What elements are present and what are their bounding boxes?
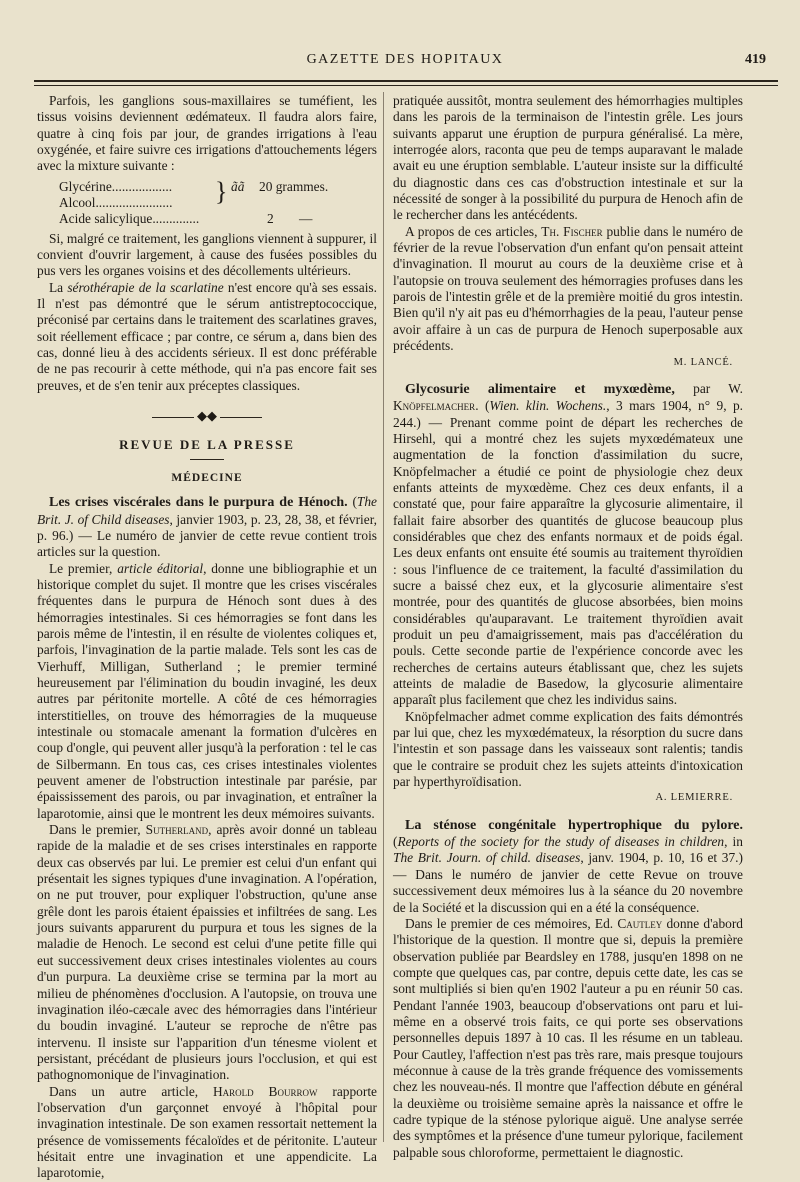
ornament-line-right <box>220 417 262 418</box>
text-run: rapporte l'observation d'un garçonnet envoyé à l'hôpital pour invagination intestinale. De son examen ressortait nettement la présence de vomissements fécaloïdes et de péritonite. L'auteur hésitait entre une invagination et une appendicite. La laparotomie, <box>37 1083 377 1181</box>
article-henoch <box>37 494 377 560</box>
text-run: , donne une bibliographie et un historique complet du sujet. Il montre que les crises viscérales fréquentes dans le purpura de Hénoch sont dues à des hémorragies intestinales. Si ces hémorragies se font dans les parois même de l'intestin, il en résulte de violentes coliques et, parfois, l'invagination de la partie malade. Tels sont les cas de Vierhuff, Milligan, Sutherland ; le premier terminé heureusement par l'élimination du boudin invaginé, les deux autres par péritonite mortelle. A côté de ces hémorragies interstitielles, on trouve des hémorragies de la muqueuse intestinale ou stomacale amenant la formation d'ulcères en coup d'ongle, qui peuvent aller jusqu'à la perforation : tel le cas de Silbermann. En tous cas, ces crises intestinales violentes peuvent amener de l'obstruction intestinale par parésie, par épaississement des parois, ou par invagination, et entraîner la laparotomie, ainsi que le montrent les deux mémoires suivants. <box>37 560 377 821</box>
article-title: Les crises viscérales dans le purpura de Hénoch. <box>49 495 348 511</box>
text-run: publie dans le numéro de février de la revue l'observation d'un enfant qu'on pensait atteint d'invagination. Il mourut au cours de la deuxième crise et à l'autopsie on trouva seulement des hémorragies profuses dans les parois de l'intestin grêle et de la première moitié du gros intestin. Bien qu'il n'y ait pas eu d'hémorrhagies de la peau, l'auteur pense avoir affaire à un cas de purpura de Henoch superposable aux précédents. <box>393 223 743 354</box>
spacer <box>393 807 743 817</box>
author-name: Harold Bourrow <box>213 1083 318 1099</box>
italic-run: sérothérapie de la scarlatine <box>67 279 224 295</box>
journal-reference: The Brit. J. of Child diseases <box>37 494 377 527</box>
text-run: A propos de ces articles, <box>405 223 542 239</box>
left-column <box>37 93 377 1182</box>
paragraph-cautley <box>393 916 743 1161</box>
journal-reference: Reports of the society for the study of diseases in children <box>397 834 725 850</box>
page-header <box>30 52 780 76</box>
paragraph-sutherland <box>37 822 377 1084</box>
article-stenose <box>393 817 743 916</box>
header-rule-thick <box>34 80 778 82</box>
section-title: REVUE DE LA PRESSE <box>119 436 295 452</box>
spacer <box>393 371 743 381</box>
text-run: , in <box>724 834 743 850</box>
ornament-diamonds: ◆◆ <box>197 408 217 424</box>
ornament-line-left <box>152 417 194 418</box>
paragraph-fischer <box>393 224 743 355</box>
paragraph-knopfelmacher: Knöpfelmacher admet comme explication des faits démontrés par lui que, chez les myxœdémateux, la résorption du sucre dans l'intestin et son passage dans les vaisseaux sont ralentis; tandis que le contraire se produit chez les sujets atteints d'intoxication par hyperthyroïdisation. <box>393 708 743 790</box>
column-divider <box>383 92 384 1142</box>
article-title: La sténose congénitale hypertrophique du pylore. <box>405 817 743 833</box>
header-rule-thin <box>34 85 778 86</box>
formula-line-acide: Acide salicylique.............. <box>59 210 200 226</box>
paragraph-premier <box>37 561 377 823</box>
formula-aa: ãã <box>231 178 245 194</box>
author-name: Cautley <box>617 915 663 931</box>
text-run: ( <box>393 834 398 850</box>
journal-reference: The Brit. Journ. of child. diseases <box>393 850 581 866</box>
paragraph-suppuration: Si, malgré ce traitement, les ganglions viennent à suppurer, il convient d'ouvrir largement, à cause des fusées possibles du pus vers les organes voisins et des décollements ultérieurs. <box>37 230 377 279</box>
text-run: Le premier, <box>49 560 118 576</box>
italic-run: article éditorial <box>117 560 204 576</box>
section-ornament <box>37 408 377 424</box>
text-run: , 3 mars 1904, n° 9, p. 244.) — Prenant comme point de départ les recherches de Hirsehl, qui a montré chez les sujets myxœdémateux une augmentation de la fonction d'assimilation du sucre, Knöpfelmacher a étudié ce point de physiologie chez deux enfants atteints de myxœdème. Chez ces deux enfants, il a constaté que, pour faire apparaître la glycosurie alimentaire, il fallait faire absorber des quantités de glucose beaucoup plus considérables que chez des enfants normaux et de poids égal. Les deux enfants ont ensuite été soumis au traitement thyroïdien : sous l'influence de ce traitement, la faculté d'assimilation du sucre a baissé chez eux, et la glycosurie alimentaire s'est montrée, pour des quantités de glucose absorbées, bien moins considérables qu'auparavant. Le traitement thyroïdien avait produit un peu d'amaigrissement, mais pas d'accélération du pouls. Cette seconde partie de l'expérience concorde avec les recherches de certains auteurs établissant que, chez les sujets atteints de maladie de Basedow, la glycosurie alimentaire apparaît plus facilement que chez les individus sains. <box>393 398 744 708</box>
text-run: donne d'abord l'historique de la question. Il montre que si, depuis la première observation publiée par Beardsley en 1788, jusqu'en 1898 on ne compte que quelques cas, par contre, depuis cette date, les cas se sont multipliés si bien qu'en 1902 l'auteur a pu en réunir 50 cas. Pendant l'année 1903, beaucoup d'observations ont paru et lui-même en a observé trois faits, ce qui porte ses observations personnelles depuis 1897 à 10 cas. Il les résume en un tableau. Pour Cautley, l'affection n'est pas très rare, mais presque toujours méconnue à cause de la très grande fréquence des vomissements chez les nouveau-nés. Il montre que l'affection débute en général la deuxième ou troisième semaine après la naissance et offre le cadre typique de la sténose pylorique aiguë. Une analyse serrée des symptômes et la présence d'une tumeur pylorique, facilement palpable sous chloroforme, permettaient le diagnostic. <box>393 915 743 1160</box>
formula-quantity-1: 20 grammes. <box>259 178 329 194</box>
text-run: Dans le premier de ces mémoires, Ed. <box>405 915 618 931</box>
right-column <box>393 93 743 1161</box>
journal-title: GAZETTE DES HOPITAUX <box>306 52 504 67</box>
paragraph-bourrow <box>37 1084 377 1182</box>
text-run: , après avoir donné un tableau rapide de la maladie et de ses crises interstinales en rapporte deux cas observés par lui. Le premier est celui d'un enfant qui présentait les signes typiques d'une invagination. A l'opération, on ne put trouver, pour expliquer l'obstruction, qu'une anse grêle dont les parois étaient épaissies et infiltrées de sang. Les jours suivants apparurent du purpura et tous les signes de la maladie de Henoch. Le second est celui d'une petite fille qui eut successivement deux crises intestinales violentes au cours d'un purpura. La deuxième crise se termina par la mort au milieu de phénomènes d'occlusion. A l'autopsie, on trouva une invagination iléo-cæcale avec des hémorragies dans l'intérieur du boudin invaginé. L'auteur se reproche de n'être pas intervenu. Il insiste sur l'apparition d'un ténesme violent et persistant, précédant de plusieurs jours l'occlusion, et qui est pathognomonique de l'invagination. <box>37 822 377 1083</box>
formula-quantity-3: 2 <box>267 210 274 226</box>
paragraph-serotherapie <box>37 280 377 394</box>
text-run: La <box>49 279 68 295</box>
author-name: Sutherland <box>145 822 209 838</box>
signature-lance: M. LANCÉ. <box>673 356 733 368</box>
paragraph-continuation: pratiquée aussitôt, montra seulement des hémorrhagies multiples dans les parois de la terminaison de l'intestin grêle. Les jours suivants apparut une éruption de purpura généralisé. La mère, interrogée alors, raconta que peu de temps auparavant le malade avait eu une éruption semblable. L'auteur insiste sur la difficulté du diagnostic dans ces cas d'obstruction intestinale et sur la nécessité de songer à la possibilité du purpura de Henoch afin de le rechercher dans les antécédents. <box>393 93 743 223</box>
text-run: Dans un autre article, <box>49 1083 213 1099</box>
text-run: n'est encore qu'à ses essais. Il n'est pas démontré que le sérum antistreptococcique, préconisé par certains dans le traitement des scarlatines graves, soit réellement efficace ; par contre, ce sérum a, dans bien des cas, donné lieu à des accidents sérieux. Il est donc préférable de ne pas recourir à cette méthode, qui n'a pas encore fait ses preuves, et de s'en tenir aux préceptes classiques. <box>37 279 377 393</box>
journal-reference: Wien. klin. Wochens. <box>489 398 607 414</box>
text-run: par W. <box>674 380 743 396</box>
formula-dash: — <box>299 210 313 226</box>
section-short-rule <box>190 459 224 460</box>
formula-brace: } <box>215 176 228 206</box>
article-glycosurie <box>393 381 743 709</box>
formula-line-glycerine: Glycérine.................. <box>59 178 173 194</box>
author-name: Th. Fischer <box>541 223 603 239</box>
text-run: ( <box>352 494 357 510</box>
signature-lemierre: A. LEMIERRE. <box>655 792 733 804</box>
text-run: Dans le premier, <box>49 822 146 838</box>
subsection-title: MÉDECINE <box>171 471 243 484</box>
page-number: 419 <box>745 52 766 67</box>
prescription-formula <box>37 177 377 227</box>
article-title: Glycosurie alimentaire et myxœdème, <box>405 381 675 397</box>
text-run: . ( <box>475 398 490 414</box>
author-name: Knöpfelmacher <box>393 398 476 414</box>
text-run: , janvier 1903, p. 23, 28, 38, et février, p. 96.) — Le numéro de janvier de cette revue contient trois articles sur la question. <box>37 511 377 560</box>
formula-line-alcool: Alcool....................... <box>59 194 173 210</box>
text-run: , janv. 1904, p. 10, 16 et 37.) — Dans le numéro de janvier de cette Revue on trouve successivement deux mémoires lus à la séance du 20 novembre de la Société et la discussion qui en a été la conséquence. <box>393 850 743 915</box>
paragraph-ganglions: Parfois, les ganglions sous-maxillaires se tuméfient, les tissus voisins deviennent œdémateux. Il faudra alors faire, quatre à cinq fois par jour, de grandes irrigations à l'eau oxygénée, et faire suivre ces irrigations d'attouchements légers avec la mixture suivante : <box>37 93 377 174</box>
